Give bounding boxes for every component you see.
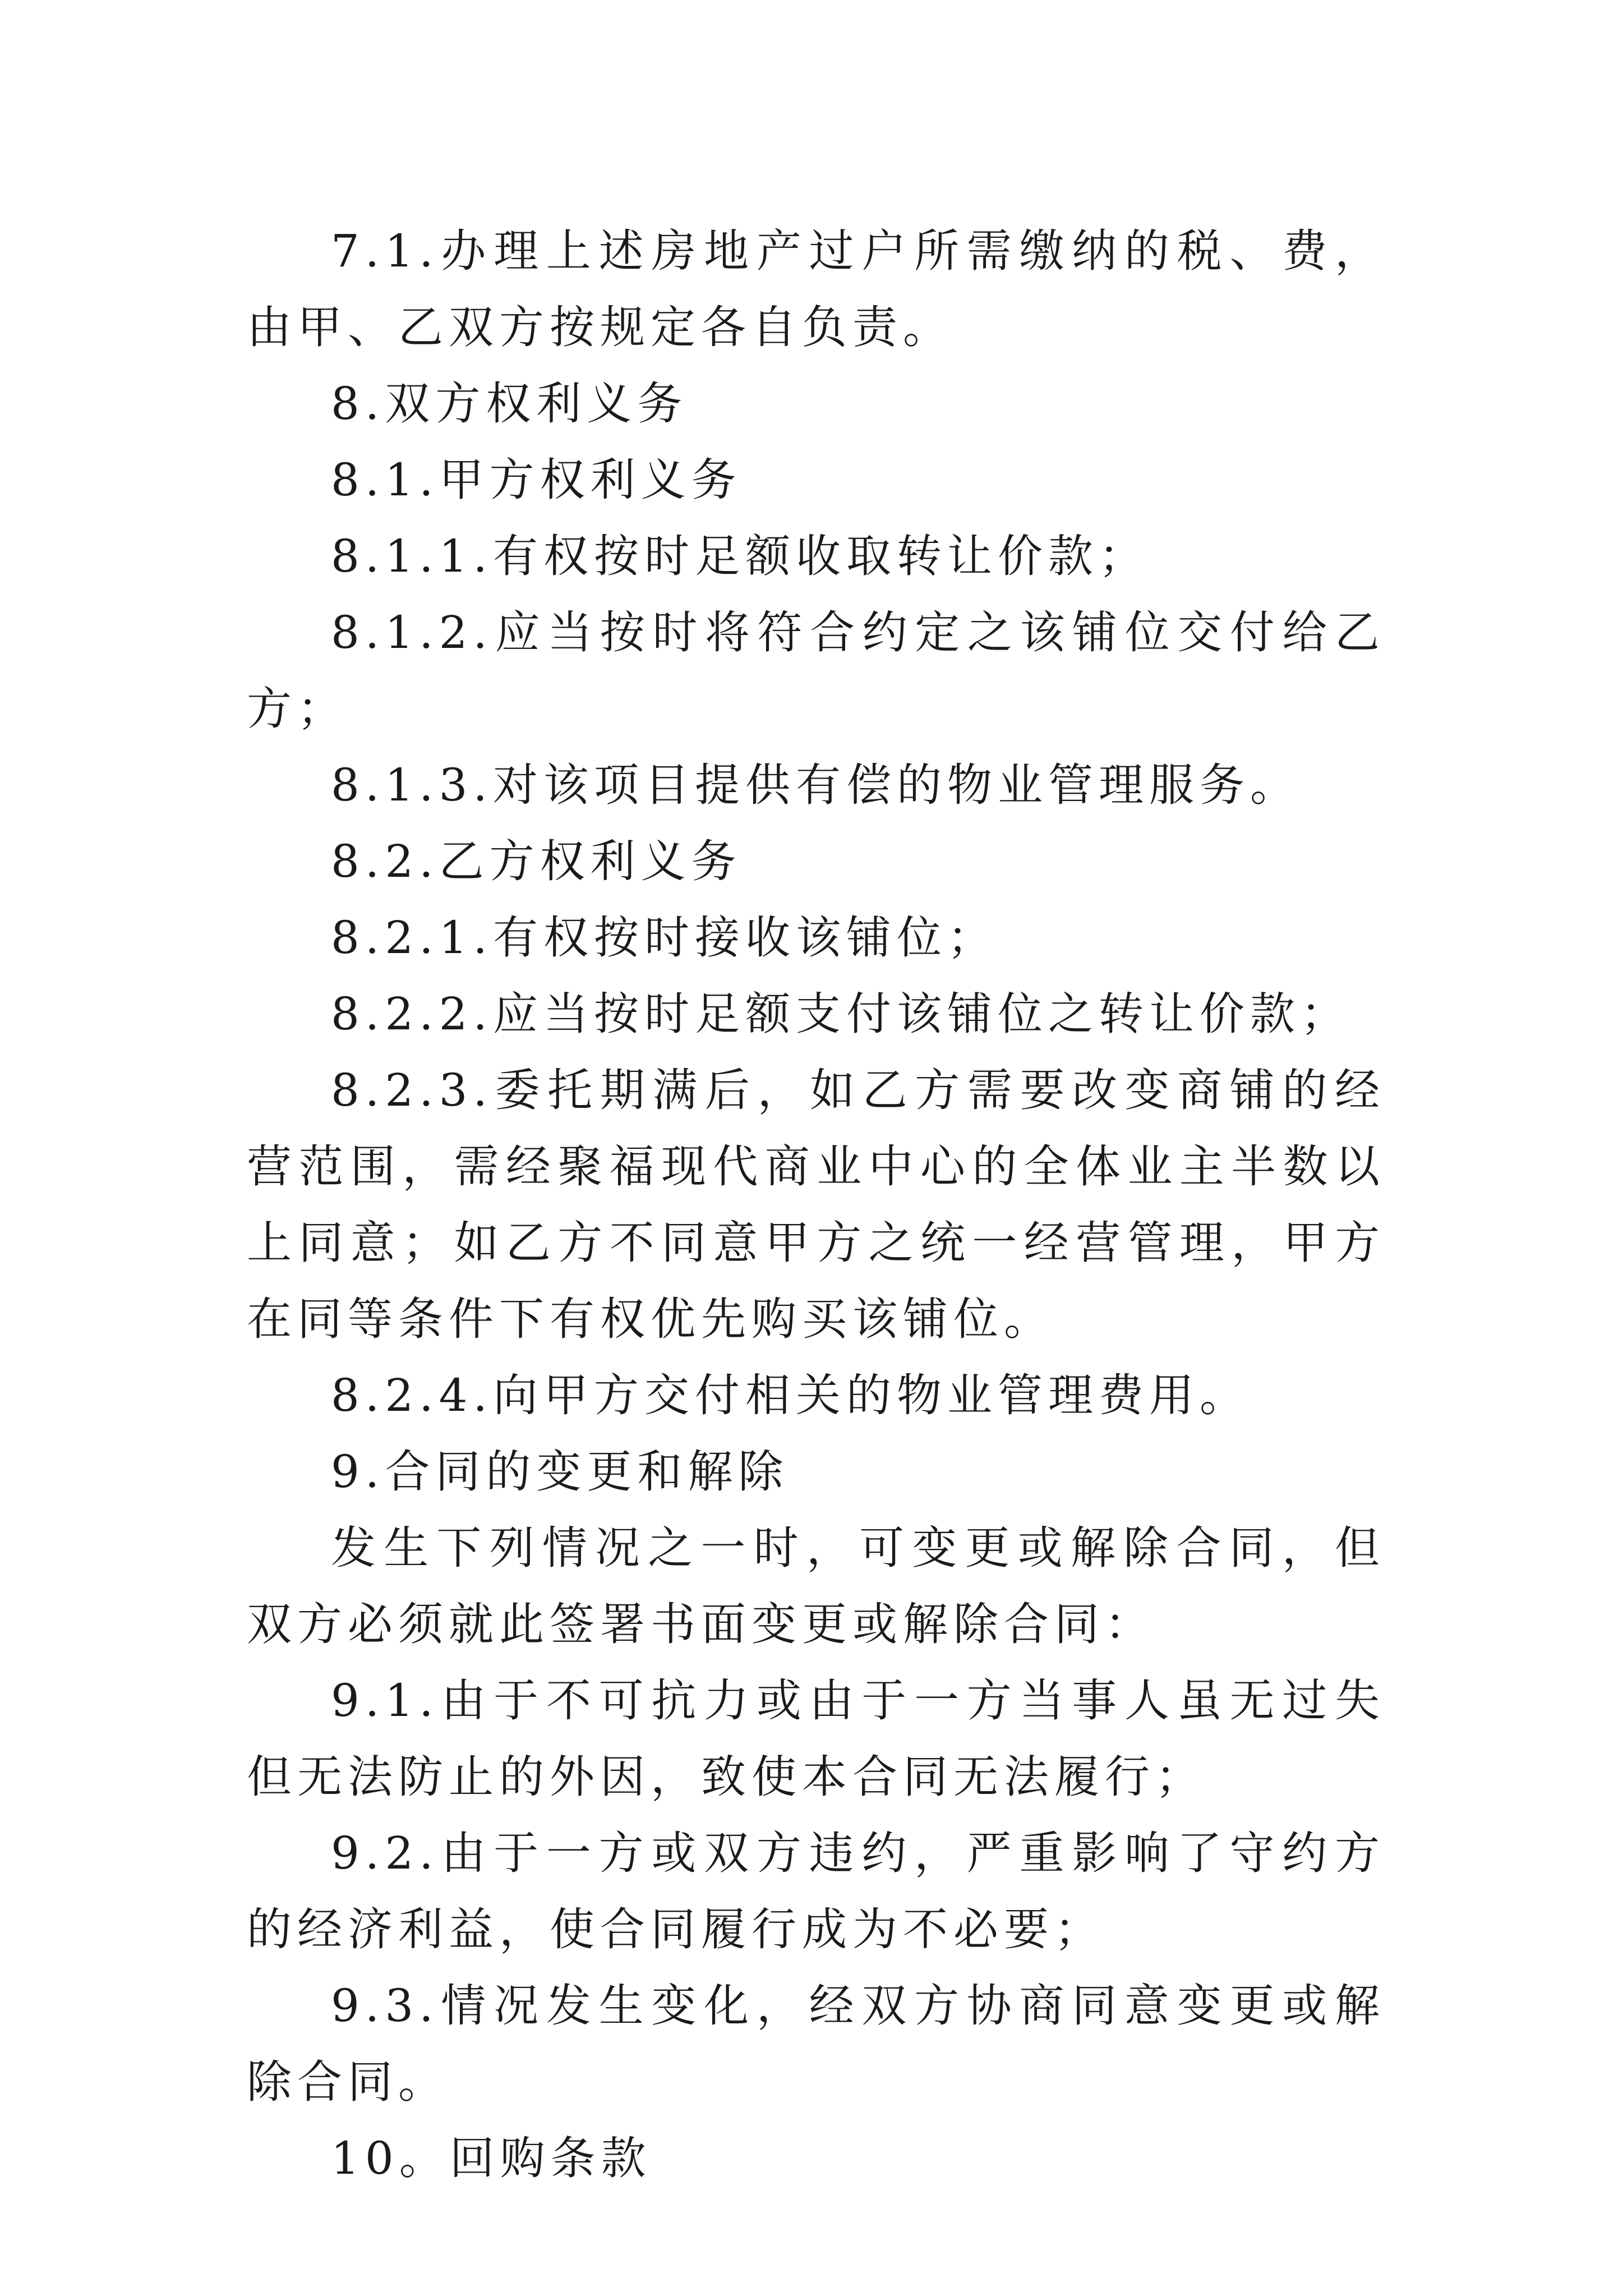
clause-7-1: 7.1.办理上述房地产过户所需缴纳的税、费，由甲、乙双方按规定各自负责。 (247, 225, 1385, 353)
clause-9-2: 9.2.由于一方或双方违约，严重影响了守约方的经济利益，使合同履行成为不必要； (247, 1827, 1385, 1955)
clause-9-1: 9.1.由于不可抗力或由于一方当事人虽无过失但无法防止的外因，致使本合同无法履行； (247, 1674, 1385, 1803)
clause-8-2-2: 8.2.2.应当按时足额支付该铺位之转让价款； (331, 988, 1351, 1040)
section-9-heading: 9.合同的变更和解除 (331, 1446, 789, 1498)
section-9-intro: 发生下列情况之一时，可变更或解除合同，但双方必须就此签署书面变更或解除合同： (247, 1522, 1385, 1650)
document-body (247, 213, 1385, 2197)
clause-8-2-1: 8.2.1.有权按时接收该铺位； (331, 912, 998, 964)
clause-8-2-4: 8.2.4.向甲方交付相关的物业管理费用。 (331, 1369, 1250, 1421)
clause-8-1-2: 8.1.2.应当按时将符合约定之该铺位交付给乙方； (247, 606, 1385, 735)
clause-8-2-3: 8.2.3.委托期满后，如乙方需要改变商铺的经营范围，需经聚福现代商业中心的全体业主半数以上同意；如乙方不同意甲方之统一经营管理，甲方在同等条件下有权优先购买该铺位。 (247, 1064, 1385, 1345)
section-8-2-heading: 8.2.乙方权利义务 (331, 835, 742, 887)
clause-8-1-3: 8.1.3.对该项目提供有偿的物业管理服务。 (331, 759, 1301, 811)
clause-9-3: 9.3.情况发生变化，经双方协商同意变更或解除合同。 (247, 1980, 1385, 2108)
section-10-heading: 10。回购条款 (331, 2132, 652, 2184)
clause-8-1-1: 8.1.1.有权按时足额收取转让价款； (331, 530, 1149, 582)
section-8-1-heading: 8.1.甲方权利义务 (331, 454, 742, 506)
section-8-heading: 8.双方权利义务 (331, 378, 688, 430)
